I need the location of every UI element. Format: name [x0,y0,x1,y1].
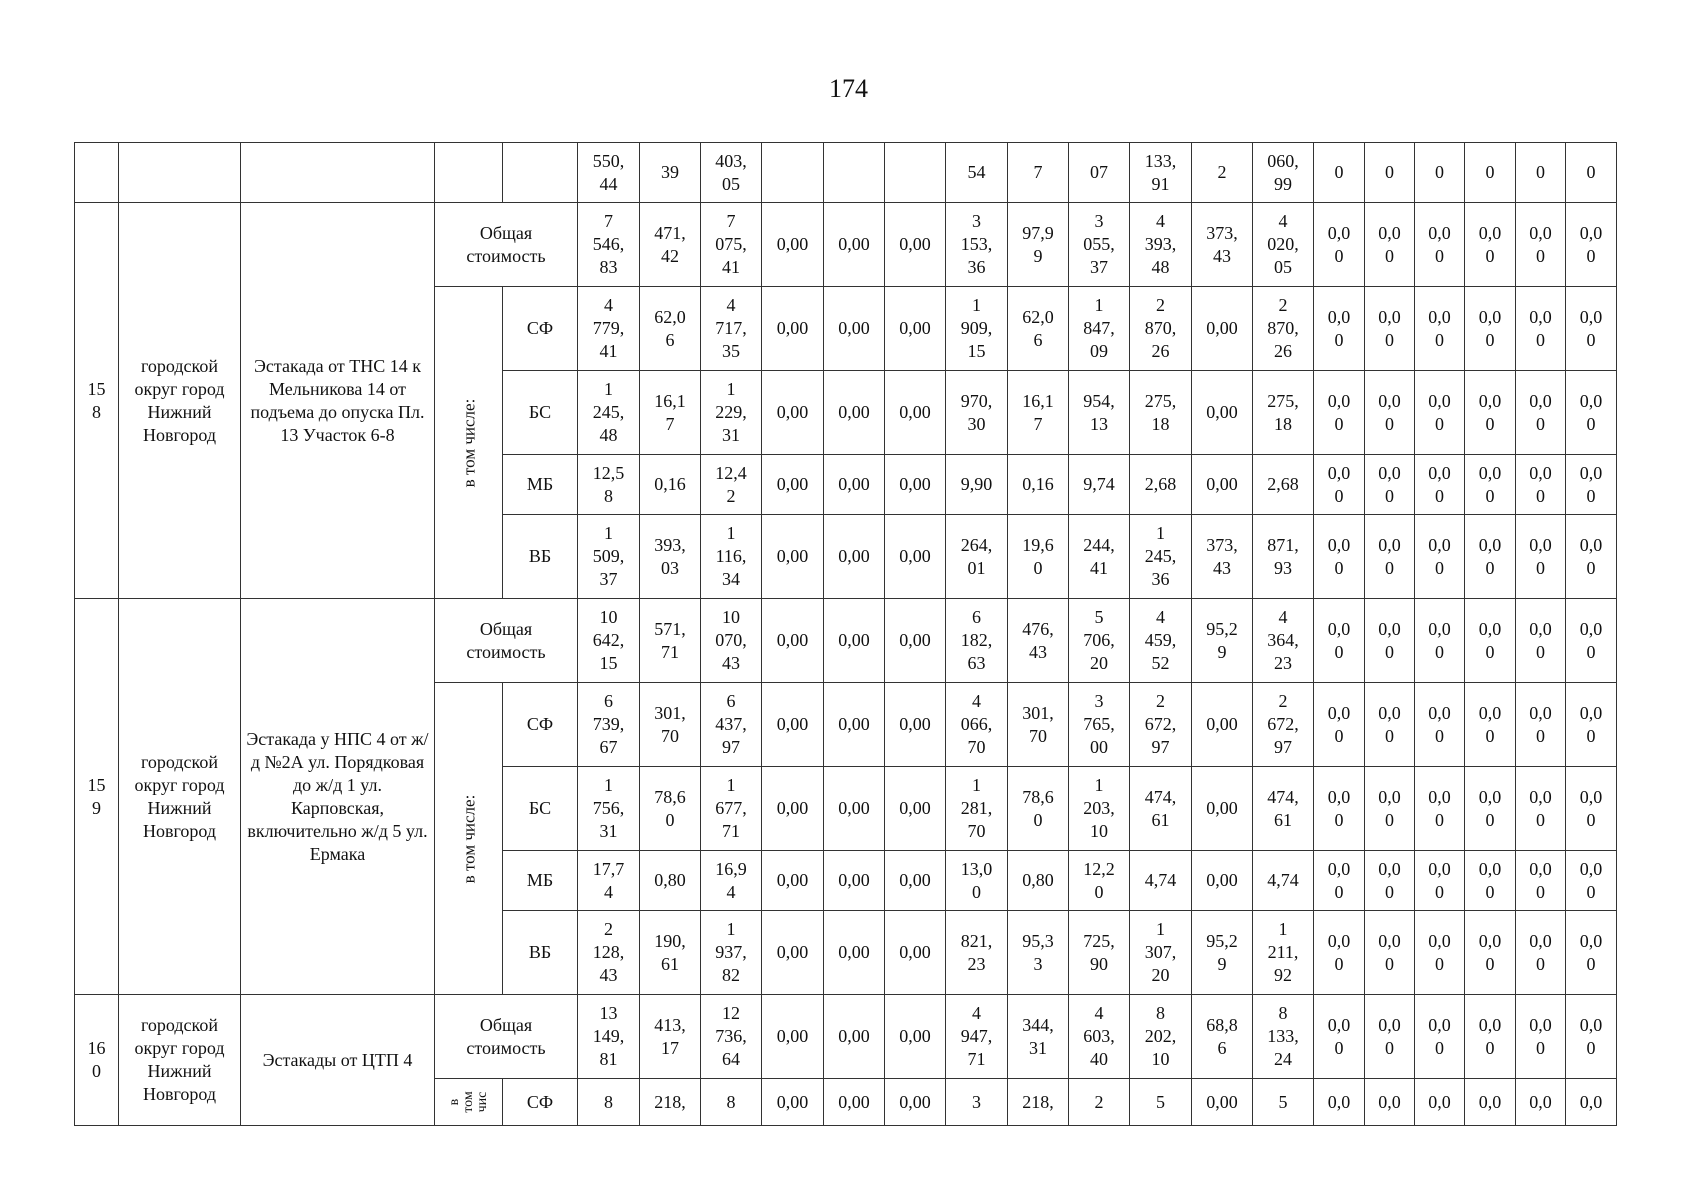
value-cell: 0,00 [762,287,824,371]
value-cell: 0,00 [824,599,885,683]
value-cell: 0,00 [824,683,885,767]
value-cell: 1 116, 34 [701,515,762,599]
value-cell: 0,0 0 [1465,287,1516,371]
funding-source-label: БС [503,371,578,455]
value-cell: 0,00 [1192,683,1253,767]
value-cell: 0,0 0 [1365,599,1415,683]
value-cell [885,143,946,203]
value-cell: 0,0 0 [1415,767,1465,851]
value-cell: 970, 30 [946,371,1008,455]
value-cell: 0 [1415,143,1465,203]
value-cell: 0,0 0 [1415,599,1465,683]
value-cell: 0,0 0 [1365,995,1415,1079]
value-cell: 13 149, 81 [578,995,640,1079]
value-cell: 0,0 0 [1516,455,1566,515]
value-cell: 0,00 [885,203,946,287]
value-cell: 95,3 3 [1008,911,1069,995]
value-cell: 0,0 0 [1415,911,1465,995]
empty-cell [435,143,503,203]
value-cell: 1 937, 82 [701,911,762,995]
value-cell: 54 [946,143,1008,203]
total-cost-label: Общая стоимость [435,599,578,683]
value-cell: 1 307, 20 [1130,911,1192,995]
funding-source-label: СФ [503,1079,578,1126]
value-cell: 1 229, 31 [701,371,762,455]
value-cell: 0,00 [762,851,824,911]
value-cell: 6 437, 97 [701,683,762,767]
value-cell: 0,0 0 [1566,515,1617,599]
value-cell: 0,0 0 [1566,683,1617,767]
value-cell: 0,0 0 [1365,911,1415,995]
value-cell: 0,00 [885,1079,946,1126]
object-name-cell: Эстакады от ЦТП 4 [241,995,435,1126]
value-cell: 2 [1192,143,1253,203]
empty-cell [503,143,578,203]
funding-source-label: МБ [503,455,578,515]
budget-table [74,142,1617,1126]
value-cell: 4 020, 05 [1253,203,1314,287]
value-cell: 0,0 0 [1314,455,1365,515]
value-cell: 0,0 [1566,1079,1617,1126]
value-cell: 0,0 [1365,1079,1415,1126]
value-cell: 0,00 [885,851,946,911]
value-cell: 0,00 [824,515,885,599]
value-cell: 471, 42 [640,203,701,287]
value-cell: 0,0 0 [1415,287,1465,371]
value-cell: 7 [1008,143,1069,203]
value-cell: 264, 01 [946,515,1008,599]
value-cell: 0 [1365,143,1415,203]
empty-cell [119,143,241,203]
empty-cell [75,143,119,203]
value-cell: 0,00 [885,599,946,683]
value-cell: 0,0 0 [1566,995,1617,1079]
value-cell: 0,00 [762,911,824,995]
funding-source-label: БС [503,767,578,851]
value-cell: 725, 90 [1069,911,1130,995]
value-cell: 0,00 [824,1079,885,1126]
value-cell: 4 779, 41 [578,287,640,371]
value-cell: 0,0 0 [1415,683,1465,767]
value-cell: 0,0 0 [1465,515,1516,599]
value-cell: 0,0 0 [1365,851,1415,911]
value-cell: 2 [1069,1079,1130,1126]
value-cell: 0,0 0 [1516,287,1566,371]
value-cell: 1 203, 10 [1069,767,1130,851]
value-cell: 474, 61 [1253,767,1314,851]
value-cell: 9,74 [1069,455,1130,515]
value-cell: 16,9 4 [701,851,762,911]
value-cell: 2 870, 26 [1253,287,1314,371]
value-cell: 0,0 0 [1365,371,1415,455]
funding-source-label: МБ [503,851,578,911]
value-cell: 218, [1008,1079,1069,1126]
value-cell: 0,0 0 [1516,599,1566,683]
value-cell: 4 066, 70 [946,683,1008,767]
including-label-text: в том числе: [459,794,478,883]
value-cell: 0,0 [1516,1079,1566,1126]
value-cell: 0,00 [762,455,824,515]
value-cell: 0,00 [824,287,885,371]
value-cell: 0,00 [762,203,824,287]
value-cell: 275, 18 [1130,371,1192,455]
value-cell: 1 245, 48 [578,371,640,455]
value-cell: 0,0 0 [1365,287,1415,371]
value-cell: 0,0 0 [1365,683,1415,767]
value-cell: 5 [1253,1079,1314,1126]
value-cell: 0,00 [885,515,946,599]
value-cell: 133, 91 [1130,143,1192,203]
value-cell: 4 459, 52 [1130,599,1192,683]
value-cell: 0,0 0 [1314,287,1365,371]
value-cell: 0,0 0 [1516,515,1566,599]
value-cell: 0,00 [885,455,946,515]
page-number: 174 [829,74,868,103]
value-cell: 8 [701,1079,762,1126]
value-cell: 0,00 [1192,455,1253,515]
value-cell: 821, 23 [946,911,1008,995]
municipality-cell: городской округ город Нижний Новгород [119,995,241,1126]
value-cell: 0,0 0 [1465,911,1516,995]
value-cell: 7 546, 83 [578,203,640,287]
value-cell: 0,0 0 [1566,203,1617,287]
value-cell: 0,0 0 [1516,203,1566,287]
value-cell: 0,0 0 [1566,371,1617,455]
funding-source-label: ВБ [503,515,578,599]
value-cell: 550, 44 [578,143,640,203]
value-cell: 4 947, 71 [946,995,1008,1079]
value-cell: 301, 70 [1008,683,1069,767]
value-cell: 0,0 [1314,1079,1365,1126]
including-label-text: в том чис [446,1091,490,1113]
funding-source-label: СФ [503,683,578,767]
value-cell: 0,0 0 [1465,203,1516,287]
value-cell: 3 [946,1079,1008,1126]
value-cell: 1 677, 71 [701,767,762,851]
value-cell: 0,0 0 [1516,371,1566,455]
value-cell: 0,0 0 [1314,851,1365,911]
value-cell: 2 128, 43 [578,911,640,995]
value-cell: 0,16 [640,455,701,515]
value-cell: 2,68 [1253,455,1314,515]
value-cell: 0,0 0 [1415,851,1465,911]
value-cell: 0 [1465,143,1516,203]
value-cell: 244, 41 [1069,515,1130,599]
value-cell: 2,68 [1130,455,1192,515]
value-cell: 0,16 [1008,455,1069,515]
value-cell: 2 672, 97 [1130,683,1192,767]
value-cell [762,143,824,203]
value-cell: 0,0 0 [1516,767,1566,851]
object-name-cell: Эстакада от ТНС 14 к Мельникова 14 от подъема до опуска Пл. 13 Участок 6-8 [241,203,435,599]
value-cell: 78,6 0 [640,767,701,851]
value-cell: 571, 71 [640,599,701,683]
value-cell: 5 706, 20 [1069,599,1130,683]
value-cell: 0,00 [824,911,885,995]
table-row [75,599,1617,683]
including-label [435,683,503,995]
value-cell [824,143,885,203]
value-cell: 0,0 0 [1314,911,1365,995]
value-cell: 0,0 0 [1465,455,1516,515]
value-cell: 0,0 0 [1415,455,1465,515]
table-row [75,995,1617,1079]
value-cell: 1 847, 09 [1069,287,1130,371]
value-cell: 275, 18 [1253,371,1314,455]
value-cell: 7 075, 41 [701,203,762,287]
value-cell: 0,0 0 [1314,683,1365,767]
value-cell: 0 [1566,143,1617,203]
value-cell: 4 393, 48 [1130,203,1192,287]
value-cell: 0,0 0 [1415,515,1465,599]
value-cell: 871, 93 [1253,515,1314,599]
value-cell: 95,2 9 [1192,599,1253,683]
value-cell: 0,00 [762,515,824,599]
value-cell: 0,0 0 [1516,995,1566,1079]
value-cell: 0,0 0 [1415,371,1465,455]
value-cell: 16,1 7 [640,371,701,455]
value-cell: 1 245, 36 [1130,515,1192,599]
value-cell: 12,4 2 [701,455,762,515]
value-cell: 413, 17 [640,995,701,1079]
including-label [435,1079,503,1126]
value-cell: 62,0 6 [1008,287,1069,371]
value-cell: 0,0 0 [1465,683,1516,767]
value-cell: 403, 05 [701,143,762,203]
value-cell: 060, 99 [1253,143,1314,203]
value-cell: 0,00 [1192,767,1253,851]
value-cell: 0,00 [1192,851,1253,911]
value-cell: 373, 43 [1192,515,1253,599]
value-cell: 62,0 6 [640,287,701,371]
value-cell: 1 909, 15 [946,287,1008,371]
table-row [75,143,1617,203]
value-cell: 1 211, 92 [1253,911,1314,995]
value-cell: 2 672, 97 [1253,683,1314,767]
value-cell: 68,8 6 [1192,995,1253,1079]
value-cell: 0,00 [885,767,946,851]
value-cell: 5 [1130,1079,1192,1126]
value-cell: 0,0 0 [1465,767,1516,851]
value-cell: 07 [1069,143,1130,203]
value-cell: 0,0 0 [1314,371,1365,455]
value-cell: 0,00 [762,995,824,1079]
value-cell: 0,00 [1192,287,1253,371]
value-cell: 301, 70 [640,683,701,767]
value-cell: 3 055, 37 [1069,203,1130,287]
value-cell: 12,2 0 [1069,851,1130,911]
row-number: 16 0 [75,995,119,1126]
value-cell: 4 364, 23 [1253,599,1314,683]
value-cell: 4,74 [1253,851,1314,911]
value-cell: 78,6 0 [1008,767,1069,851]
funding-source-label: ВБ [503,911,578,995]
value-cell: 8 133, 24 [1253,995,1314,1079]
value-cell: 0,00 [762,1079,824,1126]
value-cell: 0,00 [1192,1079,1253,1126]
value-cell: 0,00 [824,203,885,287]
value-cell: 0,00 [885,995,946,1079]
value-cell: 17,7 4 [578,851,640,911]
value-cell: 0,0 0 [1465,995,1516,1079]
row-number: 15 8 [75,203,119,599]
value-cell: 0,00 [824,995,885,1079]
value-cell: 0,00 [762,599,824,683]
value-cell: 0 [1314,143,1365,203]
value-cell: 954, 13 [1069,371,1130,455]
value-cell: 0,00 [1192,371,1253,455]
value-cell: 0,0 0 [1415,203,1465,287]
value-cell: 0,0 0 [1516,851,1566,911]
value-cell: 0,0 0 [1516,911,1566,995]
value-cell: 4,74 [1130,851,1192,911]
value-cell: 0,80 [640,851,701,911]
object-name-cell: Эстакада у НПС 4 от ж/д №2А ул. Порядковая до ж/д 1 ул. Карповская, включительно ж/д 5 ул. Ермака [241,599,435,995]
value-cell: 0,0 0 [1566,851,1617,911]
value-cell: 0,0 0 [1566,455,1617,515]
value-cell: 0,80 [1008,851,1069,911]
row-number: 15 9 [75,599,119,995]
value-cell: 0,00 [885,911,946,995]
value-cell: 0,0 0 [1566,599,1617,683]
value-cell: 13,0 0 [946,851,1008,911]
value-cell: 0,0 0 [1314,995,1365,1079]
value-cell: 12 736, 64 [701,995,762,1079]
table-row [75,203,1617,287]
value-cell: 0,0 0 [1566,767,1617,851]
value-cell: 218, [640,1079,701,1126]
including-label-text: в том числе: [459,398,478,487]
value-cell: 190, 61 [640,911,701,995]
value-cell: 0,0 [1465,1079,1516,1126]
value-cell: 0,00 [824,455,885,515]
value-cell: 0,0 0 [1365,203,1415,287]
value-cell: 0,00 [885,683,946,767]
value-cell: 1 756, 31 [578,767,640,851]
value-cell: 0,0 0 [1566,287,1617,371]
value-cell: 0,00 [824,371,885,455]
value-cell: 2 870, 26 [1130,287,1192,371]
value-cell: 0,0 0 [1465,371,1516,455]
value-cell: 8 202, 10 [1130,995,1192,1079]
value-cell: 97,9 9 [1008,203,1069,287]
value-cell: 0,00 [824,851,885,911]
value-cell: 9,90 [946,455,1008,515]
value-cell: 373, 43 [1192,203,1253,287]
total-cost-label: Общая стоимость [435,203,578,287]
value-cell: 0,00 [762,371,824,455]
value-cell: 16,1 7 [1008,371,1069,455]
value-cell: 10 070, 43 [701,599,762,683]
value-cell: 0,0 0 [1415,995,1465,1079]
total-cost-label: Общая стоимость [435,995,578,1079]
value-cell: 8 [578,1079,640,1126]
value-cell: 1 281, 70 [946,767,1008,851]
value-cell: 0,0 0 [1365,767,1415,851]
including-label [435,287,503,599]
value-cell: 393, 03 [640,515,701,599]
funding-source-label: СФ [503,287,578,371]
value-cell: 0,00 [885,371,946,455]
value-cell: 19,6 0 [1008,515,1069,599]
value-cell: 0,0 0 [1516,683,1566,767]
value-cell: 0,0 0 [1465,599,1516,683]
value-cell: 0,0 [1415,1079,1465,1126]
value-cell: 6 739, 67 [578,683,640,767]
value-cell: 0,0 0 [1314,767,1365,851]
value-cell: 0,0 0 [1566,911,1617,995]
value-cell: 0,0 0 [1314,515,1365,599]
value-cell: 0,0 0 [1314,599,1365,683]
value-cell: 0,00 [824,767,885,851]
value-cell: 1 509, 37 [578,515,640,599]
municipality-cell: городской округ город Нижний Новгород [119,203,241,599]
value-cell: 0,0 0 [1465,851,1516,911]
value-cell: 3 153, 36 [946,203,1008,287]
value-cell: 12,5 8 [578,455,640,515]
value-cell: 476, 43 [1008,599,1069,683]
value-cell: 344, 31 [1008,995,1069,1079]
empty-cell [241,143,435,203]
value-cell: 4 717, 35 [701,287,762,371]
municipality-cell: городской округ город Нижний Новгород [119,599,241,995]
value-cell: 6 182, 63 [946,599,1008,683]
value-cell: 10 642, 15 [578,599,640,683]
value-cell: 0,0 0 [1365,515,1415,599]
value-cell: 0,00 [762,767,824,851]
value-cell: 0,00 [762,683,824,767]
value-cell: 0 [1516,143,1566,203]
value-cell: 4 603, 40 [1069,995,1130,1079]
value-cell: 0,0 0 [1365,455,1415,515]
value-cell: 3 765, 00 [1069,683,1130,767]
value-cell: 0,00 [885,287,946,371]
value-cell: 39 [640,143,701,203]
value-cell: 474, 61 [1130,767,1192,851]
value-cell: 95,2 9 [1192,911,1253,995]
value-cell: 0,0 0 [1314,203,1365,287]
